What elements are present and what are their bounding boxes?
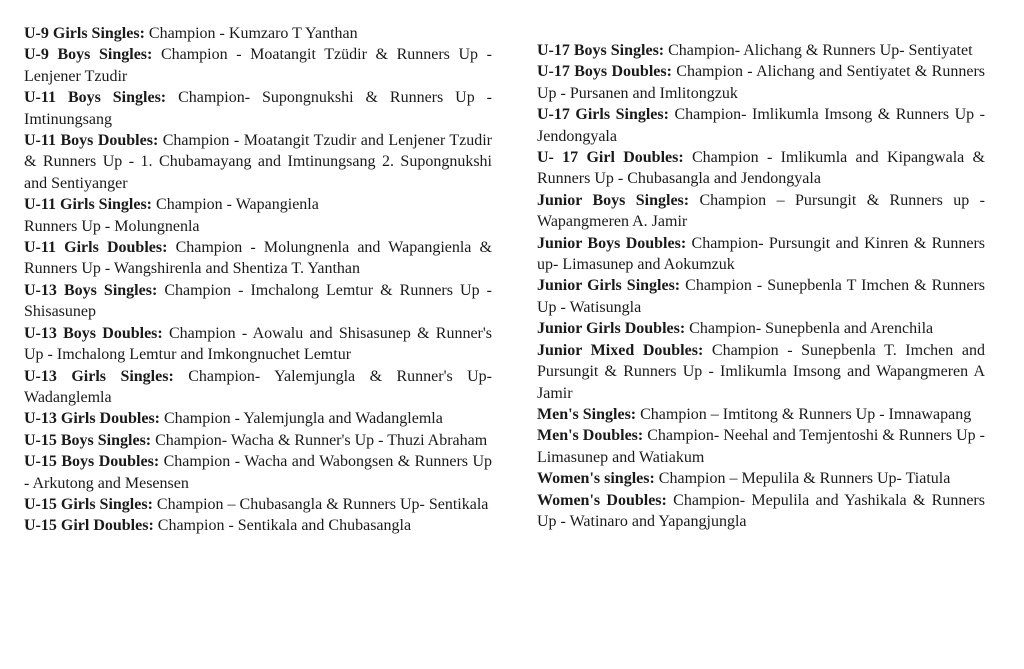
result-text: Champion – Mepulila & Runners Up- Tiatula xyxy=(654,470,951,488)
category-heading: U-13 Boys Singles: xyxy=(24,281,158,299)
result-entry xyxy=(537,40,985,61)
result-entry xyxy=(537,61,985,104)
result-text: Champion - Sentikala and Chubasangla xyxy=(153,517,412,535)
result-text: Champion - Aowalu and Shisasunep & Runner's Up - Imchalong Lemtur and Imkongnuchet Lemtur xyxy=(24,324,492,364)
result-text: Champion - Molungnenla and Wapangienla & Runners Up - Wangshirenla and Shentiza T. Yanthan xyxy=(24,239,492,278)
result-text: Champion - Moatangit Tzüdir & Runners Up - Lenjener Tzudir xyxy=(24,46,492,85)
category-heading: U-11 Boys Singles: xyxy=(24,89,167,107)
category-heading: Men's Doubles: xyxy=(537,427,644,445)
result-text: Champion – Imtitong & Runners Up - Imnawapang xyxy=(636,405,972,423)
category-heading: U-15 Boys Doubles: xyxy=(24,453,160,471)
result-entry xyxy=(537,275,985,318)
result-entry xyxy=(537,340,985,404)
result-text: Champion- Pursungit and Kinren & Runners up- Limasunep and Aokumzuk xyxy=(537,234,986,274)
result-entry xyxy=(24,237,492,280)
result-entry xyxy=(24,130,492,194)
result-text: Champion- Alichang & Runners Up- Sentiyatet xyxy=(664,42,973,59)
category-heading: Women's singles: xyxy=(537,470,655,488)
category-heading: U-13 Girls Singles: xyxy=(24,367,174,385)
result-entry xyxy=(24,515,492,536)
result-entry xyxy=(24,280,492,323)
category-heading: U-17 Girls Singles: xyxy=(537,106,669,124)
category-heading: U- 17 Girl Doubles: xyxy=(537,149,684,167)
category-heading: U-15 Girls Singles: xyxy=(24,495,153,513)
result-text: Champion- Mepulila and Yashikala & Runners Up - Watinaro and Yapangjungla xyxy=(537,491,985,530)
result-text: Champion- Wacha & Runner's Up - Thuzi Abraham xyxy=(151,431,488,449)
result-entry xyxy=(537,318,985,339)
category-heading: U-13 Girls Doubles: xyxy=(24,410,160,428)
result-text: Champion - Alichang and Sentiyatet & Runners Up - Pursanen and Imlitongzuk xyxy=(537,63,985,102)
result-entry xyxy=(537,468,985,489)
result-entry xyxy=(537,147,985,190)
left-column xyxy=(24,23,492,537)
result-entry xyxy=(24,451,492,494)
category-heading: U-17 Boys Doubles: xyxy=(537,63,672,81)
category-heading: U-9 Boys Singles: xyxy=(24,46,153,64)
result-entry xyxy=(24,430,492,451)
result-text: Champion- Yalemjungla & Runner's Up- Wadanglemla xyxy=(24,367,493,406)
category-heading: Junior Mixed Doubles: xyxy=(537,341,704,359)
result-text: Champion – Pursungit & Runners up - Wapangmeren A. Jamir xyxy=(537,191,986,231)
category-heading: U-11 Boys Doubles: xyxy=(24,132,159,150)
right-column xyxy=(537,40,985,532)
category-heading: U-9 Girls Singles: xyxy=(24,25,145,42)
result-text: Champion – Chubasangla & Runners Up- Sentikala xyxy=(152,495,489,513)
result-text: Champion- Sunepbenla and Arenchila xyxy=(685,320,934,338)
category-heading: Women's Doubles: xyxy=(537,491,667,509)
category-heading: Junior Boys Singles: xyxy=(537,191,690,209)
category-heading: Men's Singles: xyxy=(537,405,637,423)
result-entry xyxy=(24,87,492,130)
result-text: Champion - Moatangit Tzudir and Lenjener Tzudir & Runners Up - 1. Chubamayang and Imtinungsang 2. Supongnukshi and Sentiyanger xyxy=(24,132,492,192)
category-heading: U-11 Girls Doubles: xyxy=(24,239,168,257)
result-text: Champion - Sunepbenla T. Imchen and Pursungit & Runners Up - Imlikumla Imsong and Wapangmeren A Jamir xyxy=(537,341,986,402)
result-entry xyxy=(24,323,492,366)
result-entry xyxy=(24,23,492,44)
result-entry xyxy=(24,194,492,237)
category-heading: U-15 Girl Doubles: xyxy=(24,517,154,535)
category-heading: U-11 Girls Singles: xyxy=(24,196,153,214)
category-heading: U-17 Boys Singles: xyxy=(537,42,665,59)
result-entry xyxy=(537,104,985,147)
result-entry xyxy=(24,494,492,515)
category-heading: Junior Boys Doubles: xyxy=(537,234,687,252)
category-heading: Junior Girls Singles: xyxy=(537,277,681,295)
category-heading: Junior Girls Doubles: xyxy=(537,320,686,338)
result-text: Champion - Kumzaro T Yanthan xyxy=(144,25,358,42)
result-entry xyxy=(537,404,985,425)
result-entry xyxy=(24,366,492,409)
category-heading: U-13 Boys Doubles: xyxy=(24,324,163,342)
result-text: Champion- Supongnukshi & Runners Up - Imtinungsang xyxy=(24,89,492,128)
result-entry xyxy=(537,233,985,276)
result-text: Champion - Imlikumla and Kipangwala & Runners Up - Chubasangla and Jendongyala xyxy=(537,149,985,188)
result-text: Champion - Wapangienla Runners Up - Molungnenla xyxy=(24,196,319,235)
result-entry xyxy=(537,190,985,233)
result-entry xyxy=(24,408,492,429)
result-text: Champion- Imlikumla Imsong & Runners Up - Jendongyala xyxy=(537,106,986,145)
result-text: Champion- Neehal and Temjentoshi & Runners Up - Limasunep and Watiakum xyxy=(537,427,985,466)
result-entry xyxy=(537,490,985,533)
result-entry xyxy=(24,44,492,87)
category-heading: U-15 Boys Singles: xyxy=(24,431,152,449)
result-text: Champion - Imchalong Lemtur & Runners Up - Shisasunep xyxy=(24,281,492,321)
result-text: Champion - Yalemjungla and Wadanglemla xyxy=(160,410,443,428)
result-entry xyxy=(537,425,985,468)
result-text: Champion - Sunepbenla T Imchen & Runners Up - Watisungla xyxy=(537,277,985,316)
result-text: Champion - Wacha and Wabongsen & Runners Up - Arkutong and Mesensen xyxy=(24,453,493,492)
